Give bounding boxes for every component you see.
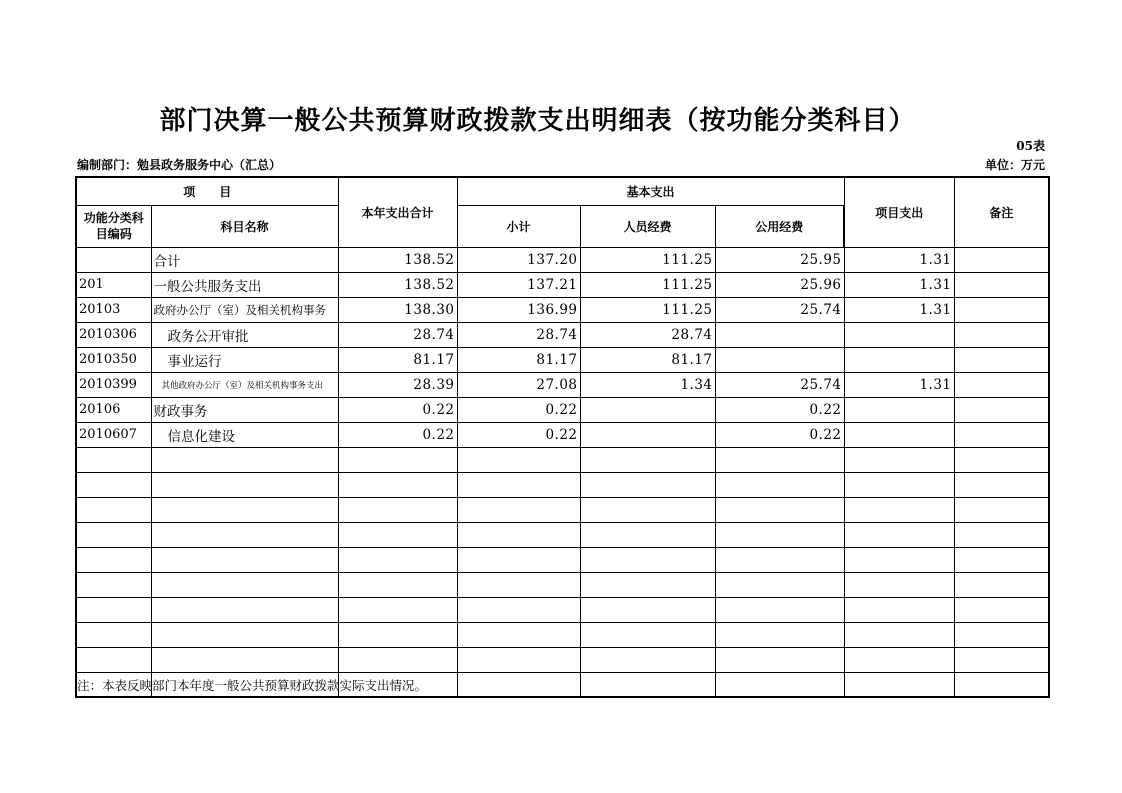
row-code: 201 bbox=[76, 272, 151, 297]
row-personnel: 111.25 bbox=[580, 247, 715, 272]
row-project: 1.31 bbox=[844, 372, 954, 397]
table-row bbox=[76, 272, 1049, 297]
row-total: 138.30 bbox=[338, 297, 457, 322]
empty-row bbox=[76, 522, 1049, 547]
department-label: 编制部门：勉县政务服务中心（汇总） bbox=[77, 158, 282, 172]
row-total: 0.22 bbox=[338, 422, 457, 447]
header-personnel: 人员经费 bbox=[580, 205, 715, 247]
row-remark bbox=[954, 247, 1049, 272]
row-project: 1.31 bbox=[844, 297, 954, 322]
row-public bbox=[715, 322, 844, 347]
header-item: 项 目 bbox=[76, 177, 338, 205]
row-code: 2010607 bbox=[76, 422, 151, 447]
header-public: 公用经费 bbox=[715, 205, 844, 247]
row-code bbox=[76, 247, 151, 272]
empty-row bbox=[76, 447, 1049, 472]
row-name: 一般公共服务支出 bbox=[151, 272, 338, 297]
row-personnel: 81.17 bbox=[580, 347, 715, 372]
table-row bbox=[76, 397, 1049, 422]
row-total: 28.74 bbox=[338, 322, 457, 347]
table-row bbox=[76, 372, 1049, 397]
row-remark bbox=[954, 322, 1049, 347]
row-total: 0.22 bbox=[338, 397, 457, 422]
row-remark bbox=[954, 372, 1049, 397]
row-code: 20103 bbox=[76, 297, 151, 322]
table-row bbox=[76, 322, 1049, 347]
row-total: 138.52 bbox=[338, 272, 457, 297]
row-subtotal: 137.20 bbox=[457, 247, 580, 272]
row-project: 1.31 bbox=[844, 247, 954, 272]
footnote: 注：本表反映部门本年度一般公共预算财政拨款实际支出情况。 bbox=[77, 678, 428, 693]
row-project bbox=[844, 397, 954, 422]
row-remark bbox=[954, 272, 1049, 297]
row-subtotal: 137.21 bbox=[457, 272, 580, 297]
row-subtotal: 28.74 bbox=[457, 322, 580, 347]
row-subtotal: 81.17 bbox=[457, 347, 580, 372]
row-project bbox=[844, 322, 954, 347]
page-title: 部门决算一般公共预算财政拨款支出明细表（按功能分类科目） bbox=[159, 106, 916, 136]
row-public: 25.96 bbox=[715, 272, 844, 297]
row-personnel: 1.34 bbox=[580, 372, 715, 397]
row-remark bbox=[954, 347, 1049, 372]
row-name: 事业运行 bbox=[151, 347, 338, 372]
empty-row bbox=[76, 572, 1049, 597]
row-name: 其他政府办公厅（室）及相关机构事务支出 bbox=[151, 372, 338, 397]
row-code: 20106 bbox=[76, 397, 151, 422]
table-number: 05表 bbox=[1016, 139, 1045, 153]
header-basic: 基本支出 bbox=[457, 177, 844, 205]
row-public: 0.22 bbox=[715, 422, 844, 447]
row-total: 138.52 bbox=[338, 247, 457, 272]
unit-label: 单位：万元 bbox=[984, 158, 1045, 172]
row-name: 政务公开审批 bbox=[151, 322, 338, 347]
row-code: 2010350 bbox=[76, 347, 151, 372]
row-subtotal: 0.22 bbox=[457, 397, 580, 422]
row-remark bbox=[954, 297, 1049, 322]
row-subtotal: 0.22 bbox=[457, 422, 580, 447]
row-name: 合计 bbox=[151, 247, 338, 272]
empty-row bbox=[76, 497, 1049, 522]
header-total: 本年支出合计 bbox=[338, 177, 457, 247]
empty-row bbox=[76, 597, 1049, 622]
header-subtotal: 小计 bbox=[457, 205, 580, 247]
empty-row bbox=[76, 622, 1049, 647]
table-row bbox=[76, 422, 1049, 447]
empty-row bbox=[76, 647, 1049, 672]
row-public: 25.74 bbox=[715, 372, 844, 397]
row-name: 信息化建设 bbox=[151, 422, 338, 447]
table-row bbox=[76, 247, 1049, 272]
row-personnel: 111.25 bbox=[580, 297, 715, 322]
row-total: 28.39 bbox=[338, 372, 457, 397]
row-project bbox=[844, 422, 954, 447]
row-personnel bbox=[580, 422, 715, 447]
row-remark bbox=[954, 422, 1049, 447]
header-name: 科目名称 bbox=[151, 205, 338, 247]
row-personnel: 28.74 bbox=[580, 322, 715, 347]
row-project bbox=[844, 347, 954, 372]
row-subtotal: 27.08 bbox=[457, 372, 580, 397]
row-public bbox=[715, 347, 844, 372]
row-subtotal: 136.99 bbox=[457, 297, 580, 322]
row-personnel: 111.25 bbox=[580, 272, 715, 297]
row-code: 2010306 bbox=[76, 322, 151, 347]
row-public: 25.74 bbox=[715, 297, 844, 322]
row-name: 财政事务 bbox=[151, 397, 338, 422]
row-total: 81.17 bbox=[338, 347, 457, 372]
header-project: 项目支出 bbox=[844, 177, 954, 247]
row-code: 2010399 bbox=[76, 372, 151, 397]
table-row bbox=[76, 297, 1049, 322]
header-code: 功能分类科目编码 bbox=[76, 205, 151, 247]
row-name: 政府办公厅（室）及相关机构事务 bbox=[151, 297, 338, 322]
expenditure-table bbox=[75, 176, 1050, 698]
row-remark bbox=[954, 397, 1049, 422]
table-row bbox=[76, 347, 1049, 372]
empty-row bbox=[76, 472, 1049, 497]
row-public: 25.95 bbox=[715, 247, 844, 272]
row-project: 1.31 bbox=[844, 272, 954, 297]
row-public: 0.22 bbox=[715, 397, 844, 422]
header-remark: 备注 bbox=[954, 177, 1049, 247]
empty-row bbox=[76, 547, 1049, 572]
row-personnel bbox=[580, 397, 715, 422]
